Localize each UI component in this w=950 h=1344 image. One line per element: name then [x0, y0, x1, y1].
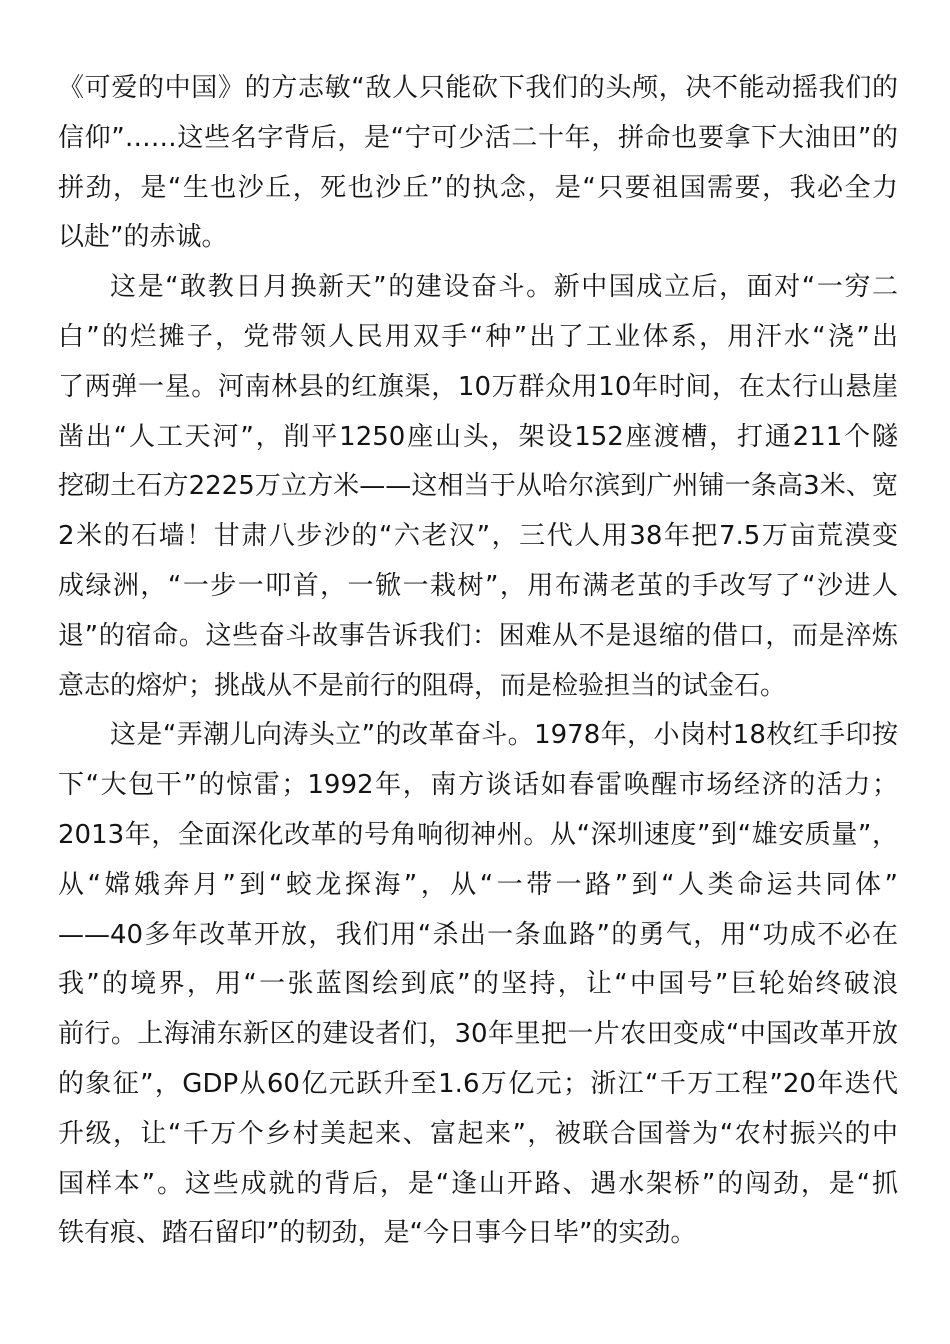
text-line: 国样本”。这些成就的背后，是“逢山开路、遇水架桥”的闯劲，是“抓: [58, 1168, 898, 1199]
text-line: 了两弹一星。河南林县的红旗渠，10万群众用10年时间，在太行山悬崖: [58, 371, 898, 402]
body-text: [58, 64, 898, 1259]
text-line: 信仰”……这些名字背后，是“宁可少活二十年，拼命也要拿下大油田”的: [58, 122, 898, 153]
text-line: 我”的境界，用“一张蓝图绘到底”的坚持，让“中国号”巨轮始终破浪: [58, 969, 898, 1000]
text-line: 以赴”的赤诚。: [58, 222, 228, 253]
text-line: 前行。上海浦东新区的建设者们，30年里把一片农田变成“中国改革开放: [58, 1019, 898, 1050]
text-line: 升级，让“千万个乡村美起来、富起来”，被联合国誉为“农村振兴的中: [58, 1118, 898, 1149]
text-line: ——40多年改革开放，我们用“杀出一条血路”的勇气，用“功成不必在: [58, 919, 898, 950]
text-line: 挖砌土石方2225万立方米——这相当于从哈尔滨到广州铺一条高3米、宽: [58, 471, 898, 502]
text-line: 白”的烂摊子，党带领人民用双手“种”出了工业体系，用汗水“浇”出: [58, 321, 898, 352]
text-line: 凿出“人工天河”，削平1250座山头，架设152座渡槽，打通211个隧: [58, 421, 898, 452]
text-line: 意志的熔炉；挑战从不是前行的阻碍，而是检验担当的试金石。: [58, 670, 787, 701]
text-line: 《可爱的中国》的方志敏“敌人只能砍下我们的头颅，决不能动摇我们的: [58, 73, 898, 103]
text-line: 铁有痕、踏石留印”的韧劲，是“今日事今日毕”的实劲。: [58, 1218, 697, 1249]
text-line: 2米的石墙！甘肃八步沙的“六老汉”，三代人用38年把7.5万亩荒漠变: [58, 521, 898, 552]
text-line: 这是“敢教日月换新天”的建设奋斗。新中国成立后，面对“一穷二: [110, 272, 898, 303]
text-line: 这是“弄潮儿向涛头立”的改革奋斗。1978年，小岗村18枚红手印按: [110, 720, 898, 751]
text-line: 退”的宿命。这些奋斗故事告诉我们：困难从不是退缩的借口，而是淬炼: [58, 620, 898, 651]
text-line: 的象征”，GDP从60亿元跃升至1.6万亿元；浙江“千万工程”20年迭代: [58, 1068, 898, 1099]
text-line: 从“嫦娥奔月”到“蛟龙探海”，从“一带一路”到“人类命运共同体”: [58, 869, 898, 900]
text-line: 拼劲，是“生也沙丘，死也沙丘”的执念，是“只要祖国需要，我必全力: [58, 172, 898, 203]
text-line: 成绿洲，“一步一叩首，一锨一栽树”，用布满老茧的手改写了“沙进人: [58, 570, 898, 601]
text-line: 下“大包干”的惊雷；1992年，南方谈话如春雷唤醒市场经济的活力；: [58, 770, 898, 801]
text-line: 2013年，全面深化改革的号角响彻神州。从“深圳速度”到“雄安质量”，: [58, 819, 898, 850]
